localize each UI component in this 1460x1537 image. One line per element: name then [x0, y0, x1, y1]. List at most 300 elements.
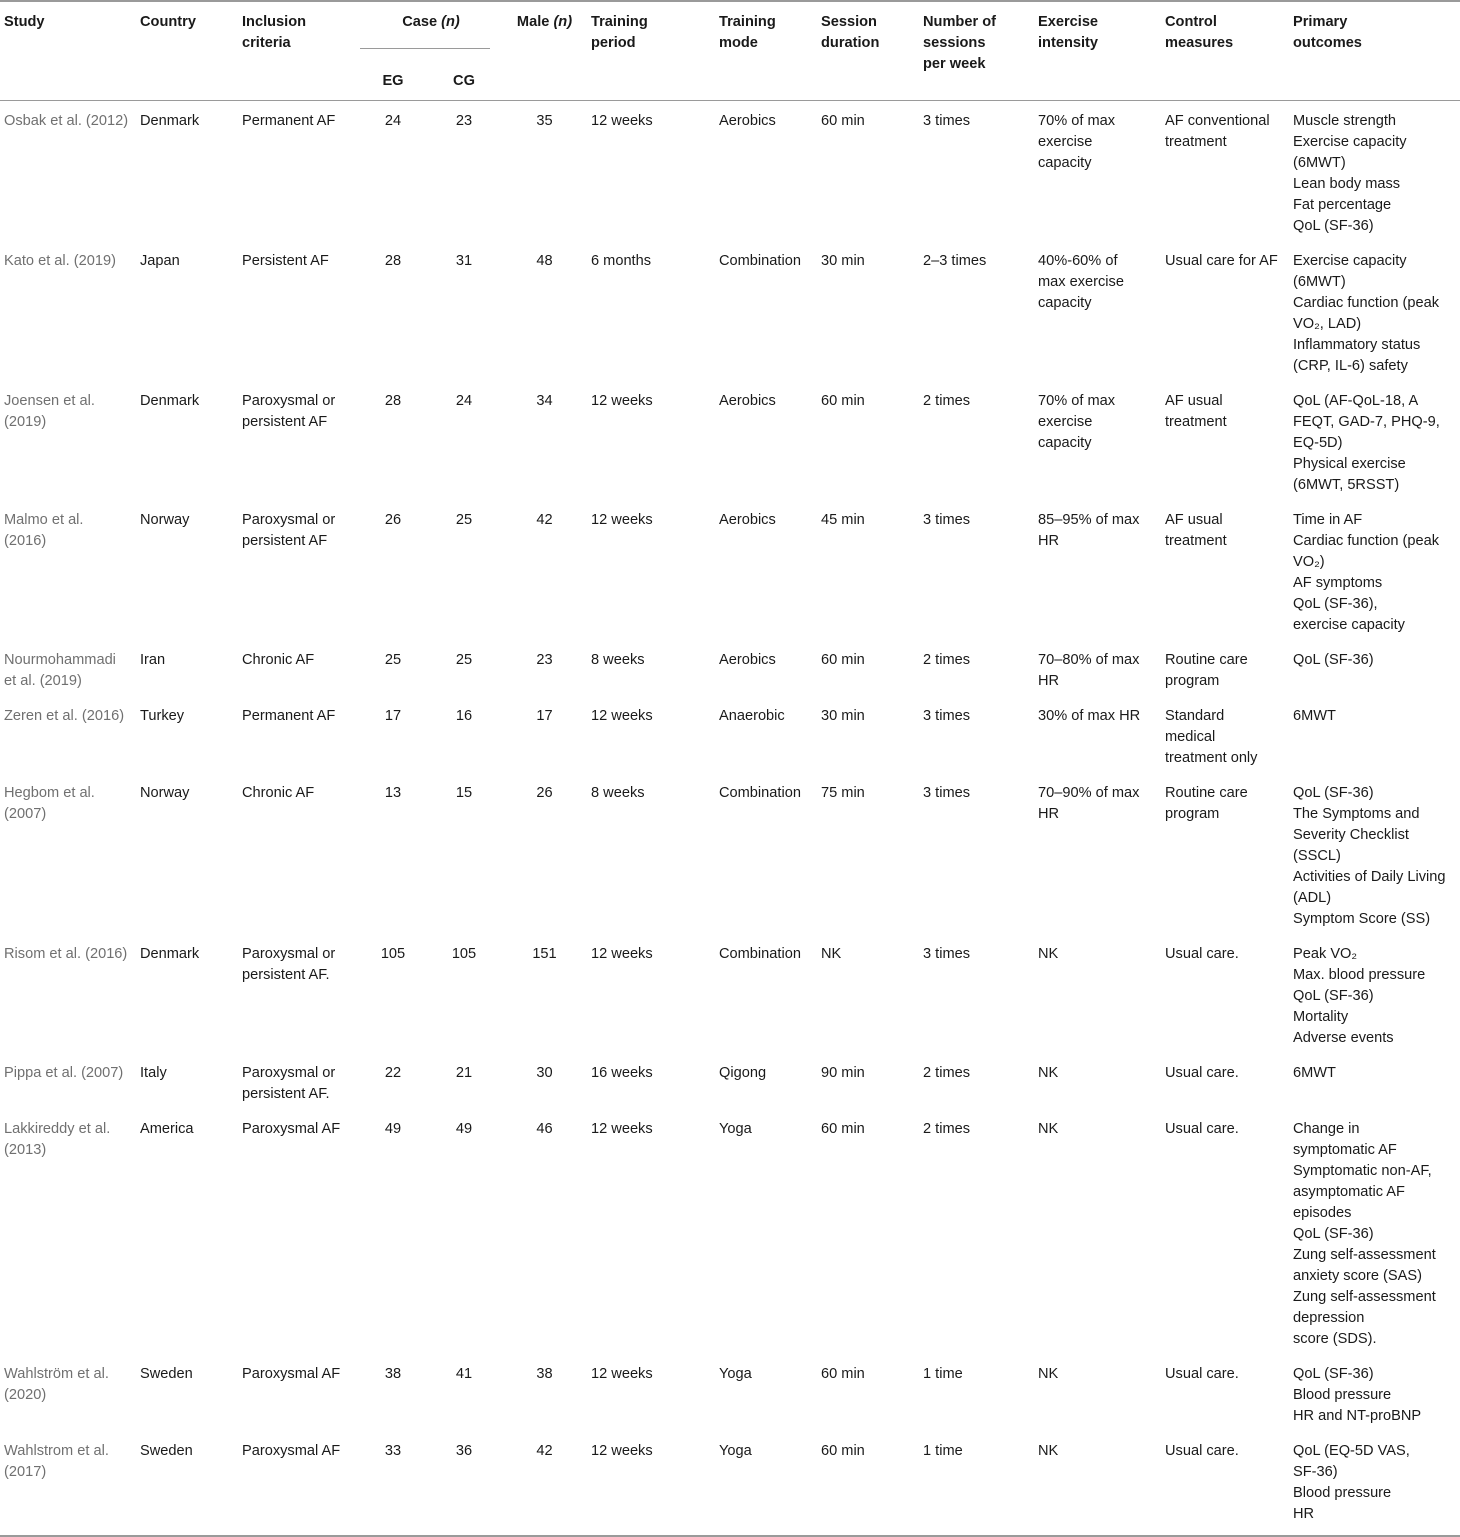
cell-line: Symptom Score (SS) — [1293, 911, 1431, 927]
cell-duration: 60 min — [821, 1366, 865, 1382]
cell-intensity — [1034, 934, 1161, 1053]
header-case: Case (n) — [360, 1, 502, 61]
cell-outcomes — [1289, 241, 1460, 381]
cell-line: Risom et al. (2016) — [4, 946, 128, 962]
cell-mode: Aerobics — [719, 113, 776, 129]
header-line: sessions — [923, 35, 986, 51]
cell-line: Persistent AF — [242, 253, 329, 269]
cell-line: (2017) — [4, 1464, 47, 1480]
table-row — [0, 934, 1460, 1053]
cell-mode: Anaerobic — [719, 708, 785, 724]
cell-outcomes — [1289, 381, 1460, 500]
cell-line: 70–90% of max — [1038, 785, 1140, 801]
cell-line: Paroxysmal or — [242, 512, 336, 528]
cell-line: treatment only — [1165, 750, 1258, 766]
cell-line: Usual care for AF — [1165, 253, 1278, 269]
cell-outcomes — [1289, 1431, 1460, 1536]
cell-duration: 45 min — [821, 512, 865, 528]
cell-line: Hegbom et al. — [4, 785, 95, 801]
cell-cg: 31 — [455, 253, 473, 269]
cell-line: Lakkireddy et al. — [4, 1121, 111, 1137]
cell-line: symptomatic AF — [1293, 1142, 1397, 1158]
cell-male: 46 — [536, 1121, 553, 1137]
cell-sessions: 2 times — [923, 652, 971, 668]
cell-outcomes — [1289, 1053, 1460, 1109]
cell-control — [1161, 934, 1289, 1053]
cell-line: Cardiac function (peak — [1293, 295, 1440, 311]
header-line: duration — [821, 35, 880, 51]
cell-study — [0, 640, 136, 696]
cell-line: max exercise — [1038, 274, 1124, 290]
cell-intensity — [1034, 1053, 1161, 1109]
cell-line: Paroxysmal or — [242, 1065, 336, 1081]
table-row — [0, 1354, 1460, 1431]
cell-inclusion — [238, 1053, 360, 1109]
cell-line: Physical exercise — [1293, 456, 1406, 472]
cell-cg: 25 — [455, 652, 473, 668]
cell-sessions: 3 times — [923, 785, 971, 801]
cell-line: persistent AF — [242, 414, 328, 430]
cell-country: America — [140, 1121, 194, 1137]
cell-line: exercise capacity — [1293, 617, 1405, 633]
cell-cg: 15 — [455, 785, 473, 801]
cell-line: Paroxysmal or — [242, 946, 336, 962]
header-sessions-per-week — [919, 1, 1034, 101]
cell-mode: Combination — [719, 946, 801, 962]
cell-line: 85–95% of max — [1038, 512, 1140, 528]
cell-cg: 24 — [455, 393, 473, 409]
cell-country: Japan — [140, 253, 180, 269]
cell-line: HR — [1038, 806, 1060, 822]
cell-line: (SSCL) — [1293, 848, 1341, 864]
cell-line: QoL (SF-36) — [1293, 988, 1374, 1004]
cell-country: Norway — [140, 512, 190, 528]
cell-eg: 13 — [384, 785, 402, 801]
cell-line: treatment — [1165, 134, 1227, 150]
table-row — [0, 773, 1460, 934]
cell-outcomes — [1289, 500, 1460, 640]
cell-line: VO₂, LAD) — [1293, 316, 1362, 332]
cell-line: Wahlstrom et al. — [4, 1443, 109, 1459]
cell-line: program — [1165, 806, 1220, 822]
cell-cg: 16 — [455, 708, 473, 724]
cell-duration: 30 min — [821, 253, 865, 269]
cell-duration: 30 min — [821, 708, 865, 724]
cell-line: Exercise capacity — [1293, 253, 1407, 269]
cell-sessions: 3 times — [923, 113, 971, 129]
cell-intensity — [1034, 1354, 1161, 1431]
cell-line: exercise — [1038, 414, 1093, 430]
header-male: Male (n) — [502, 1, 587, 101]
cell-intensity — [1034, 696, 1161, 773]
cell-line: QoL (AF-QoL-18, A — [1293, 393, 1419, 409]
cell-inclusion — [238, 101, 360, 242]
cell-study — [0, 1053, 136, 1109]
table-row — [0, 1431, 1460, 1536]
cell-line: HR and NT-proBNP — [1293, 1408, 1422, 1424]
cell-period: 12 weeks — [591, 113, 653, 129]
cell-line: Usual care. — [1165, 946, 1239, 962]
cell-line: Standard — [1165, 708, 1225, 724]
cell-line: Paroxysmal AF — [242, 1121, 341, 1137]
cell-study — [0, 381, 136, 500]
cell-intensity — [1034, 1431, 1161, 1536]
cell-line: Change in — [1293, 1121, 1360, 1137]
cell-eg: 28 — [384, 393, 402, 409]
cell-cg: 105 — [451, 946, 477, 962]
header-line: Session — [821, 14, 877, 30]
cell-outcomes — [1289, 934, 1460, 1053]
cell-male: 30 — [536, 1065, 553, 1081]
cell-line: Usual care. — [1165, 1121, 1239, 1137]
table-row — [0, 1053, 1460, 1109]
cell-line: AF usual — [1165, 512, 1223, 528]
cell-line: HR — [1038, 533, 1060, 549]
header-control-measures — [1161, 1, 1289, 101]
cell-line: Pippa et al. (2007) — [4, 1065, 124, 1081]
cell-sessions: 1 time — [923, 1366, 963, 1382]
header-training-period — [587, 1, 715, 101]
cell-outcomes — [1289, 696, 1460, 773]
cell-male: 23 — [536, 652, 553, 668]
cell-line: (6MWT, 5RSST) — [1293, 477, 1400, 493]
cell-eg: 28 — [384, 253, 402, 269]
cell-line: EQ-5D) — [1293, 435, 1343, 451]
cell-mode: Aerobics — [719, 512, 776, 528]
cell-line: Mortality — [1293, 1009, 1349, 1025]
cell-line: et al. (2019) — [4, 673, 82, 689]
cell-period: 12 weeks — [591, 946, 653, 962]
header-line: Primary — [1293, 14, 1348, 30]
cell-intensity — [1034, 500, 1161, 640]
cell-line: program — [1165, 673, 1220, 689]
cell-study — [0, 934, 136, 1053]
cell-sessions: 2 times — [923, 1065, 971, 1081]
cell-line: HR — [1293, 1506, 1315, 1522]
header-training-mode — [715, 1, 817, 101]
cell-country: Turkey — [140, 708, 185, 724]
cell-line: AF usual — [1165, 393, 1223, 409]
cell-line: NK — [1038, 1065, 1059, 1081]
cell-line: Peak VO₂ — [1293, 946, 1358, 962]
cell-eg: 22 — [384, 1065, 402, 1081]
cell-mode: Yoga — [715, 1431, 817, 1536]
cell-inclusion — [238, 500, 360, 640]
cell-line: Permanent AF — [242, 708, 336, 724]
cell-sessions: 3 times — [923, 708, 971, 724]
cell-cg: 21 — [455, 1065, 473, 1081]
cell-line: AF symptoms — [1293, 575, 1383, 591]
cell-cg: 23 — [455, 113, 473, 129]
cell-control — [1161, 101, 1289, 242]
cell-cg: 36 — [426, 1431, 502, 1536]
cell-male: 35 — [536, 113, 553, 129]
header-primary-outcomes — [1289, 1, 1460, 101]
cell-male: 42 — [502, 1431, 587, 1536]
cell-study — [0, 773, 136, 934]
cell-line: capacity — [1038, 155, 1092, 171]
cell-line: (2007) — [4, 806, 47, 822]
cell-line: anxiety score (SAS) — [1293, 1268, 1422, 1284]
cell-control — [1161, 241, 1289, 381]
cell-control — [1161, 1053, 1289, 1109]
cell-period: 12 weeks — [591, 393, 653, 409]
cell-sessions: 2–3 times — [923, 253, 987, 269]
cell-control — [1161, 1109, 1289, 1354]
cell-cg: 25 — [455, 512, 473, 528]
cell-study — [0, 1109, 136, 1354]
header-country: Country — [136, 1, 238, 101]
cell-line: (6MWT) — [1293, 155, 1346, 171]
cell-line: AF conventional — [1165, 113, 1270, 129]
header-line: Training — [719, 14, 776, 30]
cell-inclusion — [238, 934, 360, 1053]
cell-duration: 60 min — [821, 652, 865, 668]
cell-period: 8 weeks — [591, 785, 645, 801]
cell-line: QoL (SF-36) — [1293, 652, 1374, 668]
cell-eg: 38 — [384, 1366, 402, 1382]
cell-line: exercise — [1038, 134, 1093, 150]
cell-line: capacity — [1038, 295, 1092, 311]
cell-line: Nourmohammadi — [4, 652, 116, 668]
cell-line: asymptomatic AF — [1293, 1184, 1405, 1200]
header-line: period — [591, 35, 636, 51]
cell-study — [0, 500, 136, 640]
cell-country: Norway — [140, 785, 190, 801]
cell-eg: 17 — [384, 708, 402, 724]
cell-country: Sweden — [136, 1431, 238, 1536]
cell-inclusion — [238, 696, 360, 773]
cell-line: 6MWT — [1293, 708, 1336, 724]
cell-line: Max. blood pressure — [1293, 967, 1426, 983]
cell-line: 6MWT — [1293, 1065, 1336, 1081]
cell-line: Paroxysmal AF — [242, 1366, 341, 1382]
cell-inclusion — [238, 1431, 360, 1536]
cell-line: medical — [1165, 729, 1216, 745]
cell-line: NK — [1038, 1443, 1059, 1459]
cell-country: Iran — [140, 652, 166, 668]
cell-control — [1161, 500, 1289, 640]
cell-line: Zung self-assessment — [1293, 1247, 1436, 1263]
cell-line: Kato et al. (2019) — [4, 253, 116, 269]
cell-line: 70% of max — [1038, 113, 1116, 129]
cell-cg: 41 — [455, 1366, 473, 1382]
cell-country: Denmark — [140, 946, 200, 962]
header-line: Inclusion — [242, 14, 307, 30]
header-eg: EG — [360, 61, 426, 101]
cell-male: 26 — [536, 785, 553, 801]
cell-line: Usual care. — [1165, 1065, 1239, 1081]
cell-line: NK — [1038, 1121, 1059, 1137]
cell-duration: NK — [821, 946, 842, 962]
table-body — [0, 101, 1460, 1537]
cell-intensity — [1034, 640, 1161, 696]
cell-period: 12 weeks — [591, 708, 653, 724]
cell-line: NK — [1038, 946, 1059, 962]
cell-control — [1161, 1431, 1289, 1536]
cell-mode: Combination — [719, 785, 801, 801]
cell-duration: 90 min — [821, 1065, 865, 1081]
header-line: Control — [1165, 14, 1217, 30]
cell-line: (6MWT) — [1293, 274, 1346, 290]
cell-line: Inflammatory status — [1293, 337, 1421, 353]
cell-line: QoL (SF-36) — [1293, 785, 1374, 801]
cell-sessions: 1 time — [919, 1431, 1034, 1536]
header-line: Exercise — [1038, 14, 1099, 30]
table-row — [0, 696, 1460, 773]
cell-line: The Symptoms and — [1293, 806, 1420, 822]
cell-control — [1161, 696, 1289, 773]
cell-control — [1161, 640, 1289, 696]
cell-line: Time in AF — [1293, 512, 1363, 528]
cell-cg: 49 — [455, 1121, 473, 1137]
cell-intensity — [1034, 381, 1161, 500]
cell-line: Symptomatic non-AF, — [1293, 1163, 1432, 1179]
cell-male: 17 — [536, 708, 553, 724]
cell-line: NK — [1038, 1366, 1059, 1382]
table-row — [0, 241, 1460, 381]
cell-control — [1161, 381, 1289, 500]
table-row — [0, 381, 1460, 500]
cell-line: Routine care — [1165, 785, 1248, 801]
cell-line: Paroxysmal or — [242, 393, 336, 409]
cell-male: 42 — [536, 512, 553, 528]
cell-control — [1161, 1354, 1289, 1431]
header-session-duration — [817, 1, 919, 101]
header-line: Number of — [923, 14, 996, 30]
cell-line: VO₂) — [1293, 554, 1325, 570]
cell-mode: Yoga — [719, 1366, 752, 1382]
cell-period: 8 weeks — [591, 652, 645, 668]
header-study: Study — [0, 1, 136, 101]
cell-mode: Yoga — [719, 1121, 752, 1137]
cell-sessions: 2 times — [923, 1121, 971, 1137]
header-line: measures — [1165, 35, 1234, 51]
cell-duration: 75 min — [821, 785, 865, 801]
cell-period: 12 weeks — [591, 1366, 653, 1382]
cell-study — [0, 241, 136, 381]
cell-duration: 60 min — [821, 393, 865, 409]
cell-eg: 33 — [360, 1431, 426, 1536]
cell-line: score (SDS). — [1293, 1331, 1377, 1347]
cell-line: QoL (SF-36) — [1293, 218, 1374, 234]
cell-outcomes — [1289, 101, 1460, 242]
table-row — [0, 500, 1460, 640]
cell-line: Severity Checklist — [1293, 827, 1409, 843]
cell-male: 38 — [536, 1366, 553, 1382]
cell-outcomes — [1289, 640, 1460, 696]
cell-line: Blood pressure — [1293, 1485, 1392, 1501]
cell-line: Lean body mass — [1293, 176, 1401, 192]
cell-line: Zeren et al. (2016) — [4, 708, 125, 724]
cell-inclusion — [238, 773, 360, 934]
cell-duration: 60 min — [821, 1121, 865, 1137]
cell-line: QoL (SF-36) — [1293, 1226, 1374, 1242]
cell-line: Zung self-assessment — [1293, 1289, 1436, 1305]
cell-period: 12 weeks — [587, 1431, 715, 1536]
cell-mode: Qigong — [719, 1065, 767, 1081]
cell-line: Joensen et al. — [4, 393, 95, 409]
cell-intensity — [1034, 101, 1161, 242]
cell-line: FEQT, GAD-7, PHQ-9, — [1293, 414, 1440, 430]
header-exercise-intensity — [1034, 1, 1161, 101]
header-cg: CG — [426, 61, 502, 101]
cell-mode: Aerobics — [719, 652, 776, 668]
cell-study — [0, 101, 136, 242]
cell-line: Usual care. — [1165, 1443, 1239, 1459]
cell-study — [0, 1431, 136, 1536]
header-line: criteria — [242, 35, 291, 51]
cell-line: (2020) — [4, 1387, 47, 1403]
cell-period: 16 weeks — [591, 1065, 653, 1081]
cell-study — [0, 1354, 136, 1431]
cell-sessions: 3 times — [923, 512, 971, 528]
cell-line: Permanent AF — [242, 113, 336, 129]
cell-line: Fat percentage — [1293, 197, 1392, 213]
cell-line: SF-36) — [1293, 1464, 1338, 1480]
header-line: intensity — [1038, 35, 1099, 51]
cell-eg: 24 — [384, 113, 402, 129]
cell-sessions: 3 times — [923, 946, 971, 962]
header-line: mode — [719, 35, 758, 51]
cell-outcomes — [1289, 773, 1460, 934]
cell-duration: 60 min — [817, 1431, 919, 1536]
cell-line: QoL (SF-36), — [1293, 596, 1378, 612]
header-inclusion-criteria — [238, 1, 360, 101]
cell-line: Malmo et al. — [4, 512, 84, 528]
cell-line: Exercise capacity — [1293, 134, 1407, 150]
cell-mode: Aerobics — [719, 393, 776, 409]
cell-line: Cardiac function (peak — [1293, 533, 1440, 549]
cell-intensity — [1034, 773, 1161, 934]
cell-line: QoL (EQ-5D VAS, — [1293, 1443, 1410, 1459]
cell-mode: Combination — [719, 253, 801, 269]
cell-line: (2016) — [4, 533, 47, 549]
cell-outcomes — [1289, 1109, 1460, 1354]
cell-line: Chronic AF — [242, 785, 315, 801]
cell-line: (CRP, IL-6) safety — [1293, 358, 1408, 374]
cell-country: Denmark — [140, 113, 200, 129]
cell-inclusion — [238, 241, 360, 381]
cell-line: Muscle strength — [1293, 113, 1397, 129]
cell-line: persistent AF. — [242, 1086, 330, 1102]
cell-eg: 25 — [384, 652, 402, 668]
cell-line: Osbak et al. (2012) — [4, 113, 129, 129]
cell-line: (ADL) — [1293, 890, 1332, 906]
header-line: Training — [591, 14, 648, 30]
cell-male: 151 — [532, 946, 557, 962]
cell-line: capacity — [1038, 435, 1092, 451]
cell-period: 6 months — [591, 253, 652, 269]
cell-line: 70–80% of max — [1038, 652, 1140, 668]
cell-line: Chronic AF — [242, 652, 315, 668]
cell-eg: 49 — [384, 1121, 402, 1137]
cell-line: (2013) — [4, 1142, 47, 1158]
cell-line: persistent AF — [242, 533, 328, 549]
cell-intensity — [1034, 241, 1161, 381]
cell-line: depression — [1293, 1310, 1365, 1326]
cell-sessions: 2 times — [923, 393, 971, 409]
cell-male: 34 — [536, 393, 553, 409]
cell-line: 40%-60% of — [1038, 253, 1118, 269]
cell-study — [0, 696, 136, 773]
table-row — [0, 640, 1460, 696]
cell-duration: 60 min — [821, 113, 865, 129]
cell-line: Adverse events — [1293, 1030, 1394, 1046]
table-row — [0, 101, 1460, 242]
cell-inclusion — [238, 640, 360, 696]
cell-line: Usual care. — [1165, 1366, 1239, 1382]
